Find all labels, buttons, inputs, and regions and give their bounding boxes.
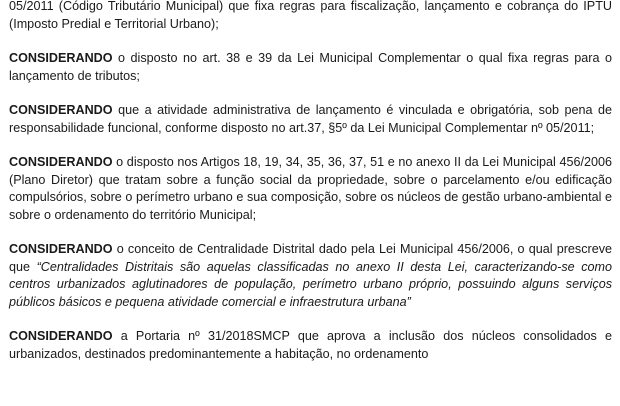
- paragraph-text: a Portaria nº 31/2018SMCP que aprova a inclusão dos núcleos consolidados e urbanizados, destinados predominantemente a habitação, no ordenamento: [9, 329, 612, 361]
- paragraph-considerando-3: [9, 154, 612, 224]
- considerando-keyword: CONSIDERANDO: [9, 242, 113, 256]
- paragraph-text: o conceito de Centralidade Distrital dado pela Lei Municipal 456/2006, o qual prescreve que: [9, 242, 612, 274]
- considerando-keyword: CONSIDERANDO: [9, 103, 113, 117]
- paragraph-considerando-5: [9, 328, 612, 363]
- considerando-keyword: CONSIDERANDO: [9, 329, 113, 343]
- considerando-keyword: CONSIDERANDO: [9, 155, 113, 169]
- considerando-keyword: CONSIDERANDO: [9, 51, 113, 65]
- paragraph-considerando-4: [9, 241, 612, 311]
- paragraph-text: o disposto nos Artigos 18, 19, 34, 35, 36, 37, 51 e no anexo II da Lei Municipal 456/2006 (Plano Diretor) que tratam sobre a função social da propriedade, sobre o parcelamento e/ou edificação compulsórios, sobre o perímetro urbano e sua composição, sobre os núcleos de gestão urbano-ambiental e sobre o ordenamento do território Municipal;: [9, 155, 612, 222]
- paragraph-text: o disposto no art. 38 e 39 da Lei Municipal Complementar o qual fixa regras para o lançamento de tributos;: [9, 51, 612, 83]
- paragraph-text: que a atividade administrativa de lançamento é vinculada e obrigatória, sob pena de responsabilidade funcional, conforme disposto no art.37, §5º da Lei Municipal Complementar nº 05/2011;: [9, 103, 612, 135]
- document-page: [9, 0, 612, 380]
- paragraph-code-reference: [9, 0, 612, 33]
- paragraph-considerando-2: [9, 102, 612, 137]
- paragraph-considerando-1: [9, 50, 612, 85]
- paragraph-text: 05/2011 (Código Tributário Municipal) que fixa regras para fiscalização, lançamento e cobrança do IPTU (Imposto Predial e Territorial Urbano);: [9, 0, 612, 31]
- quoted-definition: “Centralidades Distritais são aquelas classificadas no anexo II desta Lei, caracterizando-se como centros urbanizados aglutinadores de população, perímetro urbano próprio, possuindo alguns serviços públicos básicos e pequena atividade comercial e infraestrutura urbana”: [9, 259, 613, 309]
